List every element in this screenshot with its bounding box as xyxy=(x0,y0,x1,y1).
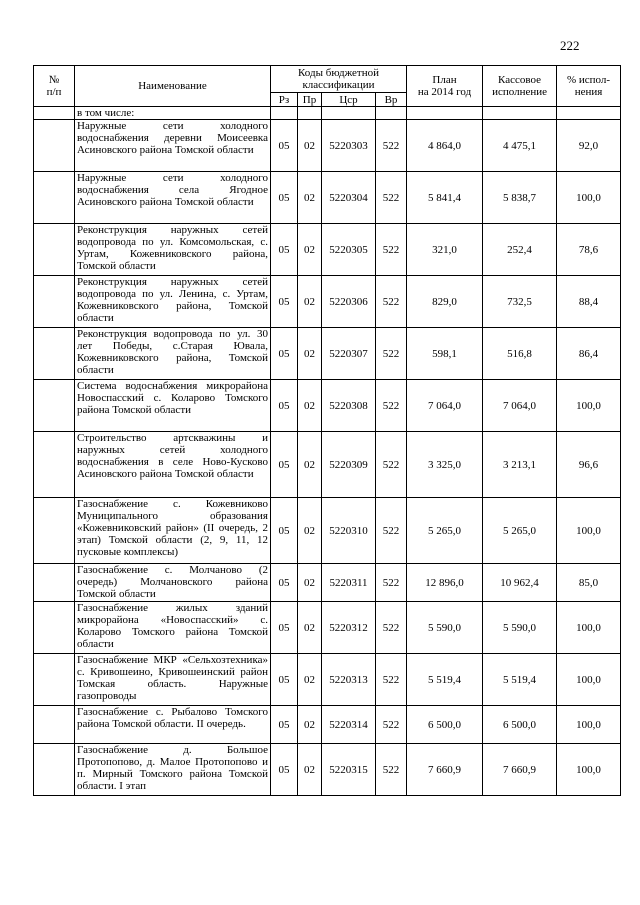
row-pct-cell: 100,0 xyxy=(557,654,621,706)
row-plan-cell: 12 896,0 xyxy=(407,564,483,602)
table-row xyxy=(34,120,621,172)
row-plan-cell: 5 841,4 xyxy=(407,172,483,224)
table-row xyxy=(34,432,621,498)
row-name-cell: Газоснабжение МКР «Сельхозтехника» с. Кривошеино, Кривошеинский район Томская область. Наружные газопроводы xyxy=(75,654,271,706)
row-csr-cell: 5220310 xyxy=(322,498,376,564)
table-row xyxy=(34,328,621,380)
table-row xyxy=(34,498,621,564)
row-plan-cell: 5 590,0 xyxy=(407,602,483,654)
row-num-cell xyxy=(34,498,75,564)
row-plan-cell: 598,1 xyxy=(407,328,483,380)
row-rz-cell: 05 xyxy=(271,602,298,654)
row-csr-cell: 5220312 xyxy=(322,602,376,654)
table-row xyxy=(34,564,621,602)
subheading-row xyxy=(34,107,621,120)
table-row xyxy=(34,276,621,328)
row-pr-cell: 02 xyxy=(298,172,322,224)
row-rz-cell: 05 xyxy=(271,744,298,796)
row-vr-cell: 522 xyxy=(376,172,407,224)
table-row xyxy=(34,706,621,744)
row-rz-cell: 05 xyxy=(271,120,298,172)
row-cash-cell: 732,5 xyxy=(483,276,557,328)
row-num-cell xyxy=(34,224,75,276)
row-pr-cell: 02 xyxy=(298,120,322,172)
row-pr-cell: 02 xyxy=(298,224,322,276)
row-rz-cell: 05 xyxy=(271,328,298,380)
subheading-num-cell xyxy=(34,107,75,120)
row-plan-cell: 6 500,0 xyxy=(407,706,483,744)
row-pr-cell: 02 xyxy=(298,328,322,380)
row-cash-cell: 516,8 xyxy=(483,328,557,380)
col-pct-header: % испол- нения xyxy=(557,66,621,107)
col-plan-header: План на 2014 год xyxy=(407,66,483,107)
row-vr-cell: 522 xyxy=(376,744,407,796)
row-vr-cell: 522 xyxy=(376,654,407,706)
row-vr-cell: 522 xyxy=(376,224,407,276)
row-csr-cell: 5220315 xyxy=(322,744,376,796)
row-rz-cell: 05 xyxy=(271,706,298,744)
row-pct-cell: 100,0 xyxy=(557,706,621,744)
budget-table xyxy=(33,65,621,796)
row-rz-cell: 05 xyxy=(271,224,298,276)
row-vr-cell: 522 xyxy=(376,498,407,564)
row-pct-cell: 85,0 xyxy=(557,564,621,602)
row-rz-cell: 05 xyxy=(271,432,298,498)
row-vr-cell: 522 xyxy=(376,706,407,744)
col-name-header: Наименование xyxy=(75,66,271,107)
row-num-cell xyxy=(34,328,75,380)
row-cash-cell: 7 064,0 xyxy=(483,380,557,432)
row-plan-cell: 3 325,0 xyxy=(407,432,483,498)
row-num-cell xyxy=(34,654,75,706)
row-pct-cell: 100,0 xyxy=(557,380,621,432)
table-row xyxy=(34,602,621,654)
row-name-cell: Газоснабжение с. Молчаново (2 очередь) Молчановского района Томской области xyxy=(75,564,271,602)
row-pr-cell: 02 xyxy=(298,498,322,564)
table-row xyxy=(34,172,621,224)
row-csr-cell: 5220307 xyxy=(322,328,376,380)
row-name-cell: Реконструкция наружных сетей водопровода по ул. Комсомольская, с. Уртам, Кожевниковского района, Томской области xyxy=(75,224,271,276)
row-name-cell: Газоснабжение с. Рыбалово Томского района Томской области. II очередь. xyxy=(75,706,271,744)
col-pr-header: Пр xyxy=(298,93,322,107)
row-num-cell xyxy=(34,120,75,172)
row-vr-cell: 522 xyxy=(376,328,407,380)
row-vr-cell: 522 xyxy=(376,120,407,172)
row-cash-cell: 5 838,7 xyxy=(483,172,557,224)
row-plan-cell: 321,0 xyxy=(407,224,483,276)
row-plan-cell: 5 519,4 xyxy=(407,654,483,706)
row-csr-cell: 5220313 xyxy=(322,654,376,706)
row-cash-cell: 10 962,4 xyxy=(483,564,557,602)
row-csr-cell: 5220309 xyxy=(322,432,376,498)
row-cash-cell: 252,4 xyxy=(483,224,557,276)
row-cash-cell: 7 660,9 xyxy=(483,744,557,796)
row-vr-cell: 522 xyxy=(376,432,407,498)
row-rz-cell: 05 xyxy=(271,654,298,706)
row-num-cell xyxy=(34,380,75,432)
row-csr-cell: 5220303 xyxy=(322,120,376,172)
row-rz-cell: 05 xyxy=(271,564,298,602)
row-name-cell: Наружные сети холодного водоснабжения села Ягодное Асиновского района Томской области xyxy=(75,172,271,224)
row-pr-cell: 02 xyxy=(298,432,322,498)
row-plan-cell: 5 265,0 xyxy=(407,498,483,564)
row-num-cell xyxy=(34,172,75,224)
row-name-cell: Наружные сети холодного водоснабжения деревни Моисеевка Асиновского района Томской области xyxy=(75,120,271,172)
row-vr-cell: 522 xyxy=(376,380,407,432)
row-vr-cell: 522 xyxy=(376,276,407,328)
table-row xyxy=(34,654,621,706)
col-cash-header: Кассовое исполнение xyxy=(483,66,557,107)
row-name-cell: Газоснабжение жилых зданий микрорайона «Новоспасский» с. Коларово Томского района Томской области xyxy=(75,602,271,654)
row-pct-cell: 100,0 xyxy=(557,744,621,796)
col-codes-header: Коды бюджетной классификации xyxy=(271,66,407,93)
row-pct-cell: 100,0 xyxy=(557,172,621,224)
row-rz-cell: 05 xyxy=(271,380,298,432)
row-rz-cell: 05 xyxy=(271,276,298,328)
row-plan-cell: 4 864,0 xyxy=(407,120,483,172)
page-number: 222 xyxy=(560,38,580,53)
row-csr-cell: 5220314 xyxy=(322,706,376,744)
row-csr-cell: 5220305 xyxy=(322,224,376,276)
row-rz-cell: 05 xyxy=(271,172,298,224)
row-plan-cell: 7 064,0 xyxy=(407,380,483,432)
table-row xyxy=(34,224,621,276)
row-pct-cell: 96,6 xyxy=(557,432,621,498)
row-pr-cell: 02 xyxy=(298,654,322,706)
row-name-cell: Реконструкция наружных сетей водопровода по ул. Ленина, с. Уртам, Кожевниковского района, Томской области xyxy=(75,276,271,328)
table-row xyxy=(34,380,621,432)
row-plan-cell: 829,0 xyxy=(407,276,483,328)
row-cash-cell: 5 519,4 xyxy=(483,654,557,706)
row-cash-cell: 5 265,0 xyxy=(483,498,557,564)
row-pr-cell: 02 xyxy=(298,276,322,328)
table-body xyxy=(34,107,621,796)
row-num-cell xyxy=(34,744,75,796)
col-rz-header: Рз xyxy=(271,93,298,107)
row-csr-cell: 5220311 xyxy=(322,564,376,602)
row-vr-cell: 522 xyxy=(376,564,407,602)
row-pr-cell: 02 xyxy=(298,380,322,432)
row-cash-cell: 6 500,0 xyxy=(483,706,557,744)
subheading-cell: в том числе: xyxy=(75,107,271,120)
row-pct-cell: 92,0 xyxy=(557,120,621,172)
row-name-cell: Система водоснабжения микрорайона Новоспасский с. Коларово Томского района Томской области xyxy=(75,380,271,432)
row-name-cell: Газоснабжение д. Большое Протопопово, д. Малое Протопопово и п. Мирный Томского района Томской области. I этап xyxy=(75,744,271,796)
row-num-cell xyxy=(34,602,75,654)
row-pr-cell: 02 xyxy=(298,564,322,602)
row-csr-cell: 5220306 xyxy=(322,276,376,328)
row-pct-cell: 100,0 xyxy=(557,602,621,654)
row-pct-cell: 78,6 xyxy=(557,224,621,276)
row-pct-cell: 86,4 xyxy=(557,328,621,380)
row-num-cell xyxy=(34,276,75,328)
col-num-header: № п/п xyxy=(34,66,75,107)
row-csr-cell: 5220308 xyxy=(322,380,376,432)
row-num-cell xyxy=(34,706,75,744)
row-pr-cell: 02 xyxy=(298,744,322,796)
row-plan-cell: 7 660,9 xyxy=(407,744,483,796)
row-pct-cell: 88,4 xyxy=(557,276,621,328)
row-pct-cell: 100,0 xyxy=(557,498,621,564)
row-name-cell: Реконструкция водопровода по ул. 30 лет Победы, с.Старая Ювала, Кожевниковского района, Томской области xyxy=(75,328,271,380)
row-name-cell: Газоснабжение с. Кожевниково Муниципального образования «Кожевниковский район» (II очередь, 2 этап) Томской области (2, 9, 11, 12 пусковые комплексы) xyxy=(75,498,271,564)
row-name-cell: Строительство артскважины и наружных сетей холодного водоснабжения в селе Ново-Кусково Асиновского района Томской области xyxy=(75,432,271,498)
row-cash-cell: 5 590,0 xyxy=(483,602,557,654)
col-vr-header: Вр xyxy=(376,93,407,107)
row-vr-cell: 522 xyxy=(376,602,407,654)
row-csr-cell: 5220304 xyxy=(322,172,376,224)
row-cash-cell: 3 213,1 xyxy=(483,432,557,498)
table-row xyxy=(34,744,621,796)
row-pr-cell: 02 xyxy=(298,706,322,744)
col-csr-header: Цср xyxy=(322,93,376,107)
row-num-cell xyxy=(34,564,75,602)
row-pr-cell: 02 xyxy=(298,602,322,654)
row-cash-cell: 4 475,1 xyxy=(483,120,557,172)
row-num-cell xyxy=(34,432,75,498)
row-rz-cell: 05 xyxy=(271,498,298,564)
